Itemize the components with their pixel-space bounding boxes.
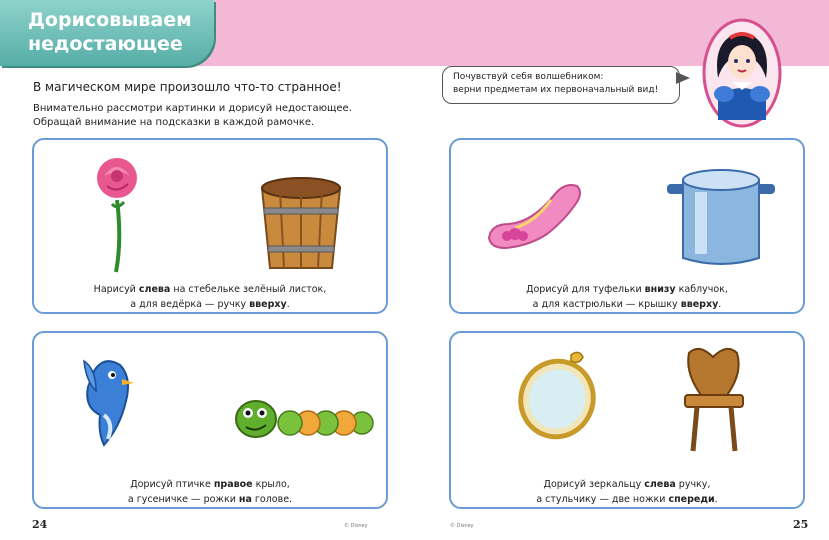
card2-text: Дорисуй для туфельки [526,284,645,295]
card3-text: а гусеничке — рожки [127,494,239,505]
speech-bubble [442,66,680,104]
card2-keyword: вверху [680,299,719,310]
copyright-left: © Disney [344,523,368,529]
exercise-card-shoe-pot [449,138,805,314]
shoe-icon [485,176,585,256]
card2-text: каблучок, [675,284,728,295]
bubble-line1: Почувствуй себя волшебником: [453,72,604,82]
card3-text: голове. [251,494,293,505]
card1-text: Нарисуй [93,284,139,295]
intro-heading: В магическом мире произошло что-то странное! [33,80,342,94]
card4-text: Дорисуй зеркальцу [543,479,645,490]
card4-text: ручку, [675,479,711,490]
rose-icon [92,150,142,275]
card1-caption [34,282,386,312]
exercise-card-rose-bucket [32,138,388,314]
card4-keyword: слева [644,479,676,490]
title-tab [0,0,214,66]
exercise-card-mirror-chair [449,331,805,509]
bluebird-icon [74,351,144,451]
card3-text: Дорисуй птичке [130,479,214,490]
intro-line3: Обращай внимание на подсказки в каждой рамочке. [33,117,315,128]
card1-text: . [286,299,290,310]
page-title-line2: недостающее [28,33,183,55]
card4-keyword: спереди [668,494,715,505]
exercise-card-bird-caterpillar [32,331,388,509]
card1-text: на стебельке зелёный листок, [170,284,327,295]
page-number-left: 24 [32,518,48,531]
card3-keyword: на [238,494,252,505]
princess-portrait-icon [702,18,782,128]
card1-keyword: слева [138,284,171,295]
card4-text: а стульчику — две ножки [536,494,669,505]
chair-icon [679,343,749,455]
intro-line2: Внимательно рассмотри картинки и дорисуй недостающее. [33,103,352,114]
caterpillar-icon [232,395,380,447]
page-number-right: 25 [793,518,809,531]
card2-caption [451,282,803,312]
intro-instructions [33,102,393,130]
card4-text: . [714,494,718,505]
card2-text: а для кастрюльки — крышку [532,299,681,310]
card4-caption [451,477,803,507]
copyright-right: © Disney [450,523,474,529]
page-title-line1: Дорисовываем [28,9,192,31]
bubble-tail [676,72,690,84]
card3-caption [34,477,386,507]
card3-keyword: правое [213,479,253,490]
card1-text: а для ведёрка — ручку [130,299,250,310]
mirror-icon [513,347,603,443]
card3-text: крыло, [252,479,290,490]
card1-keyword: вверху [249,299,287,310]
card2-text: . [718,299,722,310]
wooden-bucket-icon [256,174,346,274]
pot-icon [665,166,777,272]
card2-keyword: внизу [644,284,676,295]
bubble-line2: верни предметам их первоначальный вид! [453,85,659,95]
